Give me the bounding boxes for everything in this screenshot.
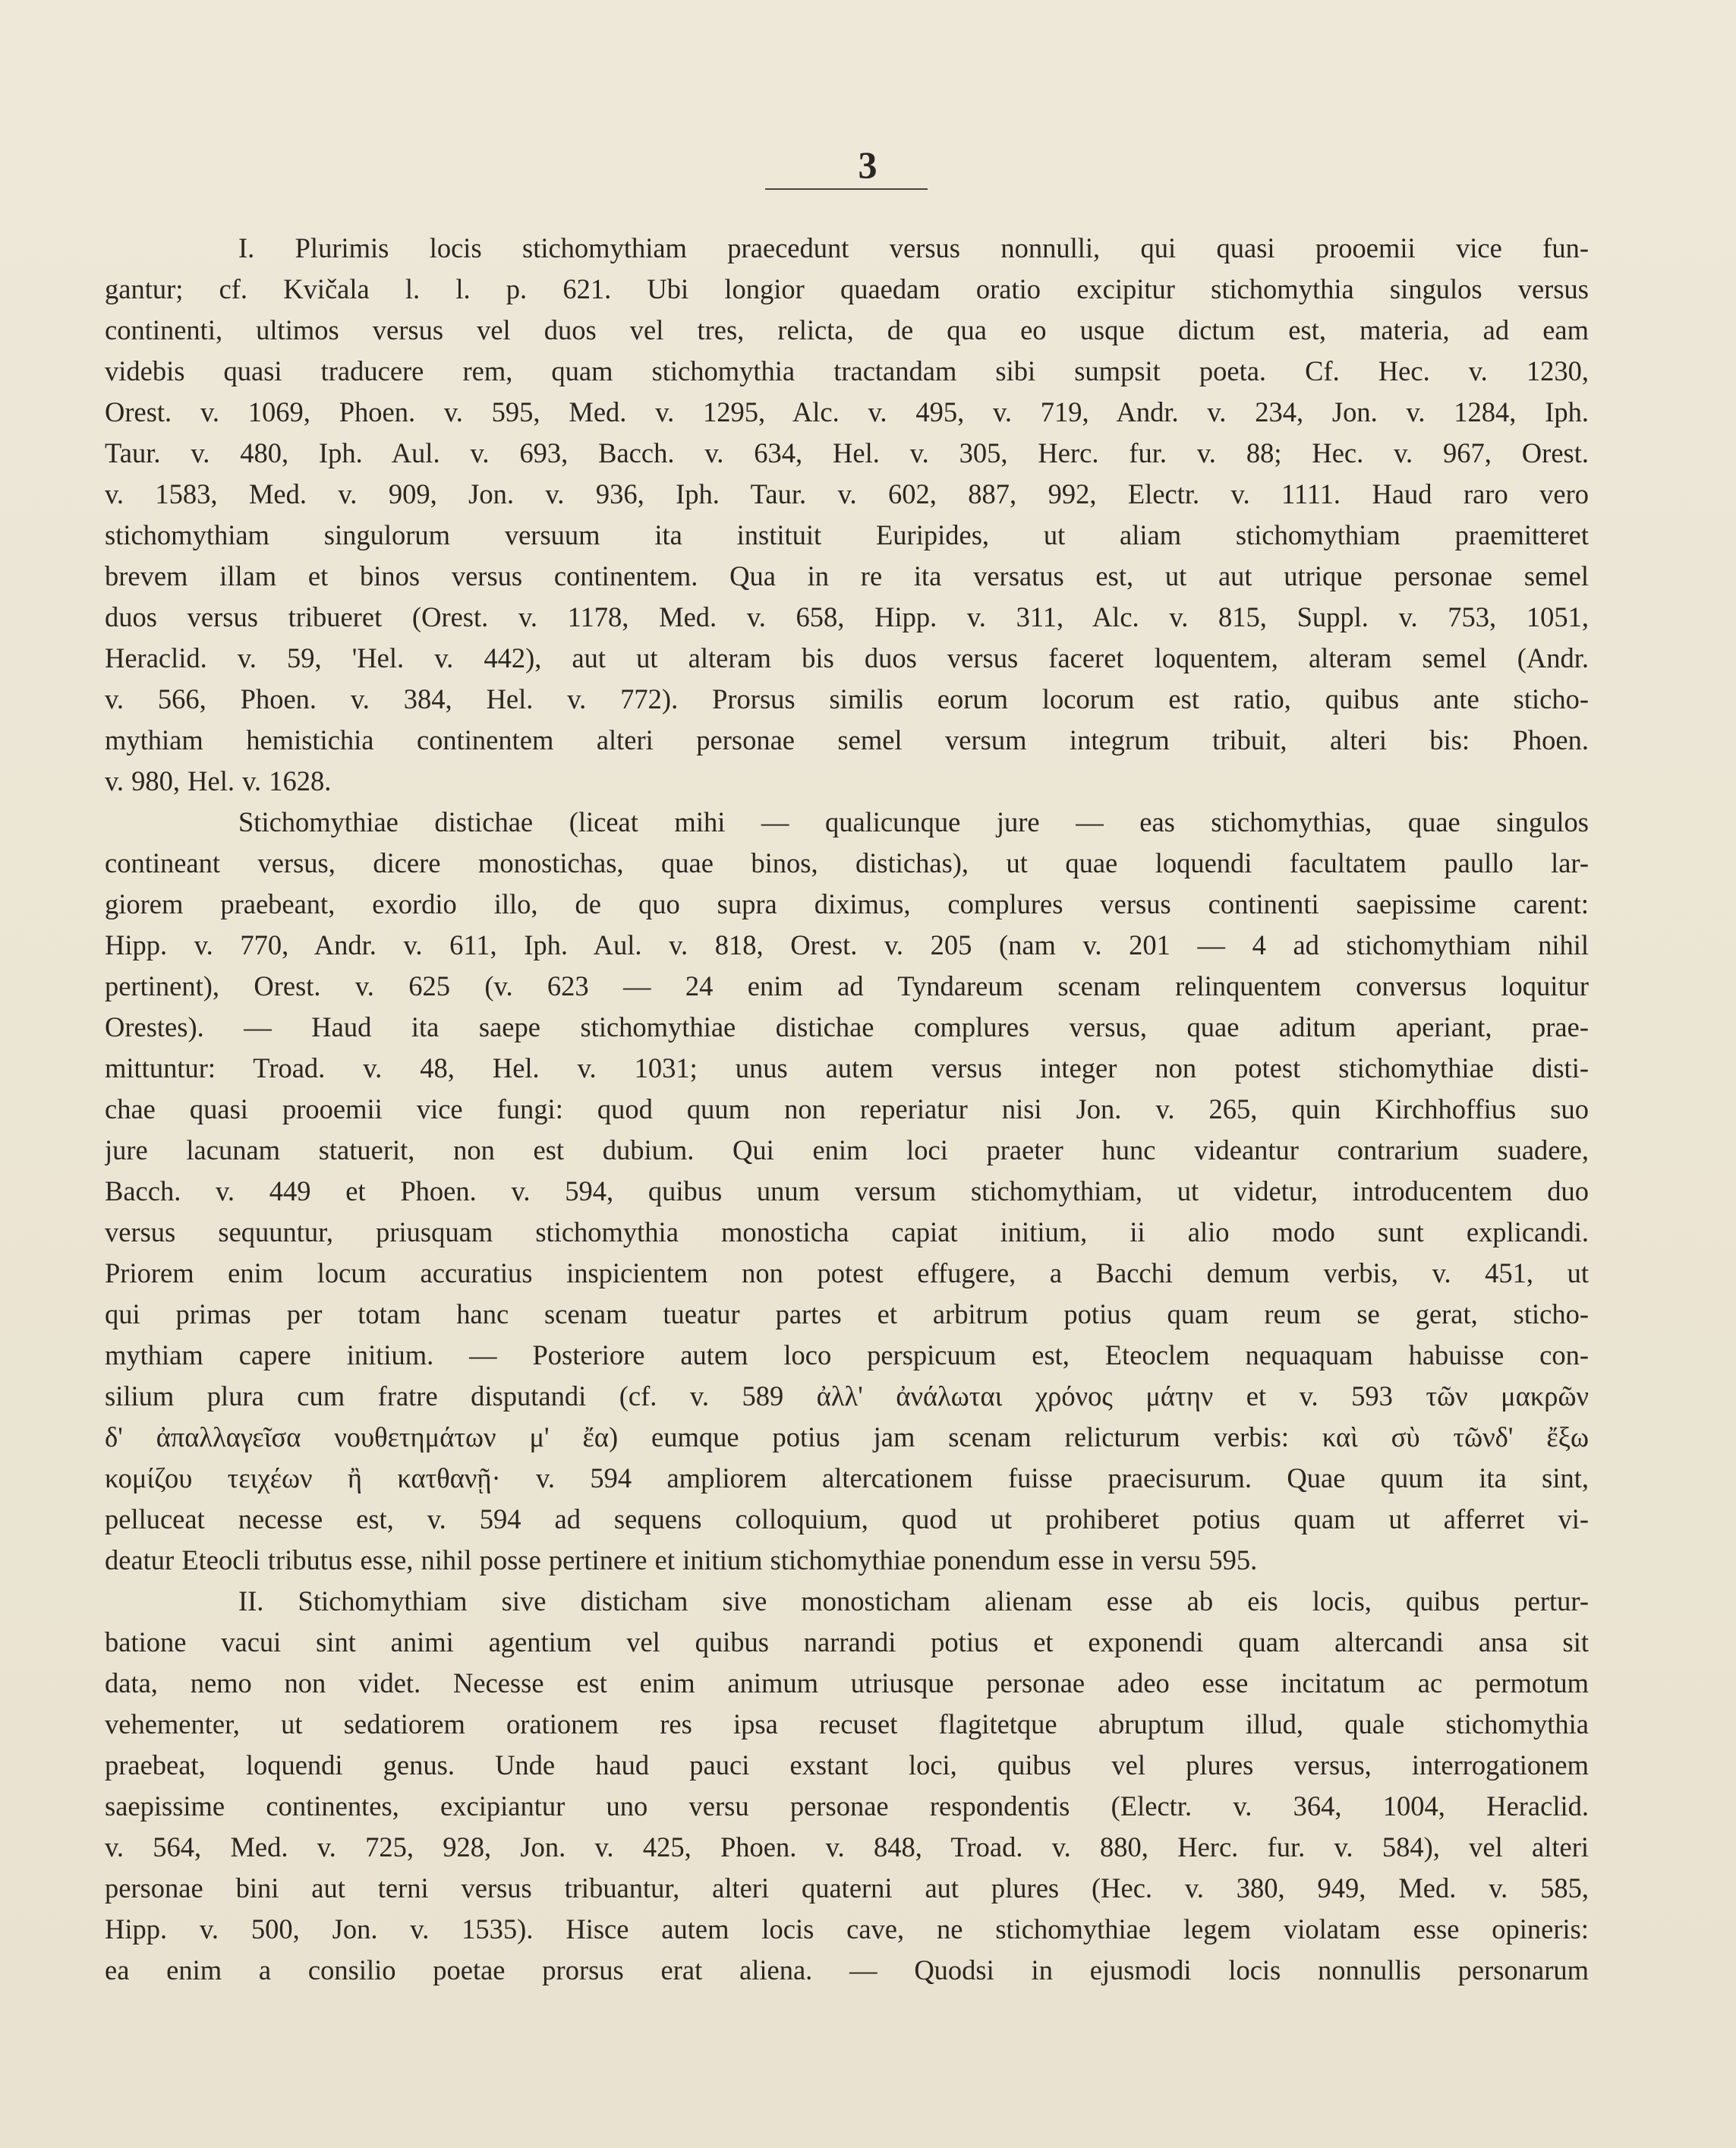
text-line: silium plura cum fratre disputandi (cf. v. 589 ἀλλ' ἀνάλωται χρόνος μάτην et v. 593 τῶν μακρῶν [105,1380,1589,1411]
text-line: brevem illam et binos versus continentem. Qua in re ita versatus est, ut aut utrique personae semel [105,560,1589,591]
text-line: contineant versus, dicere monostichas, quae binos, distichas), ut quae loquendi facultatem paullo lar- [105,847,1589,878]
text-line: stichomythiam singulorum versuum ita instituit Euripides, ut aliam stichomythiam praemitteret [105,519,1589,550]
text-line: ea enim a consilio poetae prorsus erat aliena. — Quodsi in ejusmodi locis nonnullis personarum [105,1954,1589,1986]
text-line: saepissime continentes, excipiantur uno versu personae respondentis (Electr. v. 364, 1004, Heraclid. [105,1790,1589,1822]
text-line: versus sequuntur, priusquam stichomythia monosticha capiat initium, ii alio modo sunt explicandi. [105,1216,1589,1247]
text-line: qui primas per totam hanc scenam tueatur partes et arbitrum potius quam reum se gerat, sticho- [105,1298,1589,1329]
text-line: duos versus tribueret (Orest. v. 1178, Med. v. 658, Hipp. v. 311, Alc. v. 815, Suppl. v. 753, 1051, [105,601,1589,632]
text-line: v. 564, Med. v. 725, 928, Jon. v. 425, Phoen. v. 848, Troad. v. 880, Herc. fur. v. 584), vel alteri [105,1831,1589,1863]
text-line: Stichomythiae distichae (liceat mihi — qualicunque jure — eas stichomythias, quae singulos [238,806,1589,837]
body-text [105,228,1589,1991]
text-line: I. Plurimis locis stichomythiam praecedunt versus nonnulli, qui quasi prooemii vice fun- [238,232,1589,263]
page-number-rule [765,188,928,190]
text-line: Taur. v. 480, Iph. Aul. v. 693, Bacch. v. 634, Hel. v. 305, Herc. fur. v. 88; Hec. v. 967, Orest. [105,437,1589,468]
text-line: videbis quasi traducere rem, quam stichomythia tractandam sibi sumpsit poeta. Cf. Hec. v. 1230, [105,355,1589,386]
text-line: Hipp. v. 500, Jon. v. 1535). Hisce autem locis cave, ne stichomythiae legem violatam esse opineris: [105,1913,1589,1945]
text-line: mythiam capere initium. — Posteriore autem loco perspicuum est, Eteoclem nequaquam habuisse con- [105,1339,1589,1370]
text-line: Orestes). — Haud ita saepe stichomythiae distichae complures versus, quae aditum aperiant, prae- [105,1011,1589,1042]
text-line: data, nemo non videt. Necesse est enim animum utriusque personae adeo esse incitatum ac permotum [105,1667,1589,1699]
text-line: vehementer, ut sedatiorem orationem res ipsa recuset flagitetque abruptum illud, quale stichomythia [105,1708,1589,1740]
text-line: Heraclid. v. 59, 'Hel. v. 442), aut ut alteram bis duos versus faceret loquentem, alteram semel (Andr. [105,642,1589,673]
text-line: Priorem enim locum accuratius inspicientem non potest effugere, a Bacchi demum verbis, v. 451, ut [105,1257,1589,1288]
text-line: Hipp. v. 770, Andr. v. 611, Iph. Aul. v. 818, Orest. v. 205 (nam v. 201 — 4 ad stichomythiam nihil [105,929,1589,960]
text-line: v. 566, Phoen. v. 384, Hel. v. 772). Prorsus similis eorum locorum est ratio, quibus ante sticho- [105,683,1589,714]
text-line: mittuntur: Troad. v. 48, Hel. v. 1031; unus autem versus integer non potest stichomythiae disti- [105,1052,1589,1083]
text-line: continenti, ultimos versus vel duos vel tres, relicta, de qua eo usque dictum est, materia, ad eam [105,314,1589,345]
text-line: v. 1583, Med. v. 909, Jon. v. 936, Iph. Taur. v. 602, 887, 992, Electr. v. 1111. Haud raro vero [105,478,1589,509]
text-line: Bacch. v. 449 et Phoen. v. 594, quibus unum versum stichomythiam, ut videtur, introducentem duo [105,1175,1589,1206]
text-line: gantur; cf. Kvičala l. l. p. 621. Ubi longior quaedam oratio excipitur stichomythia singulos versus [105,273,1589,304]
page-number: 3 [858,144,878,186]
text-line: II. Stichomythiam sive disticham sive monosticham alienam esse ab eis locis, quibus pertur- [238,1585,1589,1617]
text-line: v. 980, Hel. v. 1628. [105,765,332,796]
text-line: giorem praebeant, exordio illo, de quo supra diximus, complures versus continenti saepissime carent: [105,888,1589,919]
text-line: pelluceat necesse est, v. 594 ad sequens colloquium, quod ut prohiberet potius quam ut afferret vi- [105,1503,1589,1535]
text-line: pertinent), Orest. v. 625 (v. 623 — 24 enim ad Tyndareum scenam relinquentem conversus loquitur [105,970,1589,1001]
text-line: praebeat, loquendi genus. Unde haud pauci exstant loci, quibus vel plures versus, interrogationem [105,1749,1589,1781]
text-line: δ' ἀπαλλαγεῖσα νουθετημάτων μ' ἔα) eumque potius jam scenam relicturum verbis: καὶ σὺ τῶνδ' ἔξω [105,1421,1589,1453]
text-line: mythiam hemistichia continentem alteri personae semel versum integrum tribuit, alteri bis: Phoen. [105,724,1589,755]
text-line: deatur Eteocli tributus esse, nihil posse pertinere et initium stichomythiae ponendum esse in versu 595. [105,1544,1258,1576]
text-line: personae bini aut terni versus tribuantur, alteri quaterni aut plures (Hec. v. 380, 949, Med. v. 585, [105,1872,1589,1904]
text-line: chae quasi prooemii vice fungi: quod quum non reperiatur nisi Jon. v. 265, quin Kirchhoffius suo [105,1093,1589,1124]
text-line: κομίζου τειχέων ἢ κατθανῇ· v. 594 ampliorem altercationem fuisse praecisurum. Quae quum ita sint, [105,1462,1589,1494]
text-line: batione vacui sint animi agentium vel quibus narrandi potius et exponendi quam altercandi ansa sit [105,1626,1589,1658]
text-line: Orest. v. 1069, Phoen. v. 595, Med. v. 1295, Alc. v. 495, v. 719, Andr. v. 234, Jon. v. 1284, Iph. [105,396,1589,427]
text-line: jure lacunam statuerit, non est dubium. Qui enim loci praeter hunc videantur contrarium suadere, [105,1134,1589,1165]
